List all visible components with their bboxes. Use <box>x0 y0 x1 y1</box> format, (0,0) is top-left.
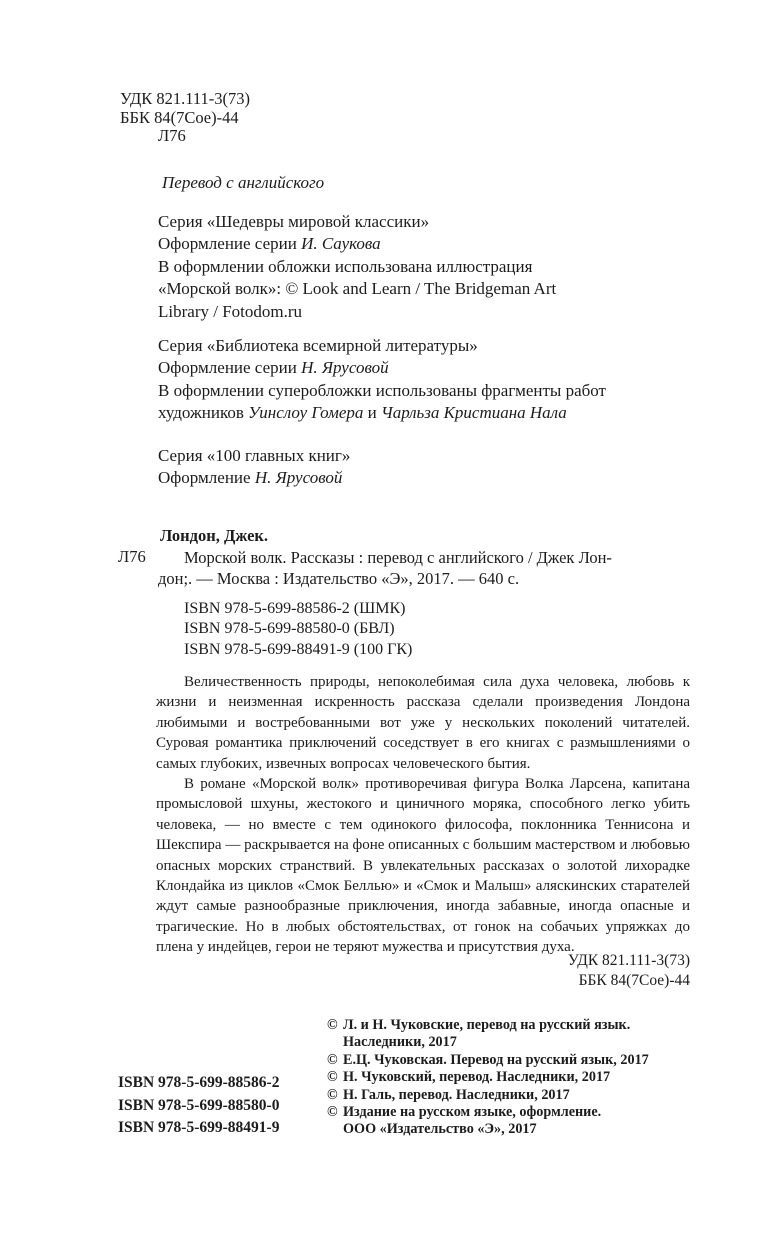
series-design-line <box>158 467 738 489</box>
bbk-code: ББК 84(7Сое)-44 <box>120 107 239 127</box>
copyright-symbol: © <box>327 1017 338 1033</box>
isbn-line: ISBN 978-5-699-88586-2 <box>118 1074 280 1091</box>
series-design-label: Оформление серии <box>158 358 297 378</box>
series-design-label: Оформление серии <box>158 234 297 254</box>
series-design-line <box>158 357 738 379</box>
series-design-line <box>158 233 738 255</box>
imprint-isbn-list <box>118 1072 279 1140</box>
jacket-credit-line: В оформлении суперобложки использованы фрагменты работ <box>158 380 606 400</box>
series-designer: Н. Ярусовой <box>254 468 343 488</box>
copyright-line: ООО «Издательство «Э», 2017 <box>343 1121 537 1138</box>
series-title: Серия «100 главных книг» <box>158 446 351 465</box>
catalog-description-line: Морской волк. Рассказы : перевод с английского / Джек Лон- <box>184 547 612 567</box>
series-designer: И. Саукова <box>301 234 381 254</box>
catalog-entry <box>158 525 698 661</box>
copyright-symbol: © <box>327 1086 338 1103</box>
illustration-credit-line: Library / Fotodom.ru <box>158 301 303 321</box>
conjunction: и <box>367 403 377 423</box>
annotation-paragraph: Величественность природы, непоколебимая сила духа человека, любовь к жизни и неизменная искренность рассказа сделали произведения Лондона любимыми и востребованными вот уже у нескольких поколений читателей. Суровая романтика приключений соседствует в его книгах с размышлениями о самых глубоких, извечных вопросах человеческого бытия. <box>156 674 690 772</box>
copyright-item <box>327 1052 712 1069</box>
series-block-world-library <box>158 335 738 425</box>
copyright-item <box>327 1104 712 1139</box>
isbn-line: ISBN 978-5-699-88491-9 <box>118 1119 280 1137</box>
isbn-line: ISBN 978-5-699-88580-0 <box>118 1096 280 1114</box>
catalog-isbn-list <box>184 599 698 661</box>
bbk-code: ББК 84(7Сое)-44 <box>578 971 690 989</box>
copyright-line: Н. Галь, перевод. Наследники, 2017 <box>343 1086 570 1103</box>
copyright-line: Н. Чуковский, перевод. Наследники, 2017 <box>343 1069 611 1086</box>
copyright-symbol: © <box>327 1069 338 1086</box>
jacket-artists-prefix: художников <box>158 403 244 423</box>
series-block-masterpieces <box>158 211 738 323</box>
series-designer: Н. Ярусовой <box>301 358 389 378</box>
copyright-symbol: © <box>327 1051 338 1068</box>
classification-codes-bottom <box>156 951 690 990</box>
catalog-description-line: дон;. — Москва : Издательство «Э», 2017. — 640 с. <box>158 569 520 588</box>
udk-code: УДК 821.111-3(73) <box>120 89 251 108</box>
artist-name: Уинслоу Гомера <box>248 403 364 423</box>
copyright-line: Л. и Н. Чуковские, перевод на русский язык. <box>343 1017 631 1033</box>
series-design-label: Оформление <box>158 468 251 488</box>
series-block-100-books <box>158 445 738 490</box>
illustration-credit-line: В оформлении обложки использована иллюстрация <box>158 256 533 276</box>
classification-codes-top <box>120 90 250 146</box>
isbn-line: ISBN 978-5-699-88491-9 (100 ГК) <box>184 641 413 659</box>
isbn-line: ISBN 978-5-699-88580-0 (БВЛ) <box>184 620 395 638</box>
copyright-symbol: © <box>327 1104 338 1121</box>
isbn-line: ISBN 978-5-699-88586-2 (ШМК) <box>184 599 406 617</box>
copyright-item <box>327 1069 712 1086</box>
copyright-item <box>327 1017 712 1052</box>
copyright-line: Наследники, 2017 <box>343 1034 457 1051</box>
catalog-author: Лондон, Джек. <box>160 526 269 545</box>
series-title: Серия «Шедевры мировой классики» <box>158 212 430 231</box>
translation-note: Перевод с английского <box>162 173 325 192</box>
artist-name: Чарльза Кристиана Нала <box>381 403 567 423</box>
illustration-credit-line: «Морской волк»: © Look and Learn / The Bridgeman Art <box>158 279 557 299</box>
annotation-paragraph: В романе «Морской волк» противоречивая фигура Волка Ларсена, капитана промысловой шхуны, жестокого и циничного моряка, способного легко убить человека, — но вместе с тем одинокого философа, поклонника Теннисона и Шекспира — раскрывается на фоне описанных с большим мастерством и любовью опасных морских странствий. В увлекательных рассказах о золотой лихорадке Клондайка из циклов «Смок Беллью» и «Смок и Малыш» аляскинских старателей ждут самые разнообразные приключения, иногда забавные, иногда опасные и трагические. Но в любых обстоятельствах, от гонок на собачьих упряжках до плена у индейцев, герои не теряют мужества и присутствия духа. <box>156 776 690 956</box>
copyright-line: Е.Ц. Чуковская. Перевод на русский язык, 2017 <box>343 1051 649 1068</box>
copyright-item <box>327 1087 712 1104</box>
copyright-line: Издание на русском языке, оформление. <box>343 1104 602 1121</box>
udk-code: УДК 821.111-3(73) <box>567 952 690 969</box>
jacket-artists-line <box>158 402 738 424</box>
series-title: Серия «Библиотека всемирной литературы» <box>158 336 478 355</box>
copyright-list <box>327 1017 712 1139</box>
annotation <box>156 672 690 958</box>
author-sign-code: Л76 <box>158 126 186 146</box>
catalog-author-code: Л76 <box>118 547 146 566</box>
